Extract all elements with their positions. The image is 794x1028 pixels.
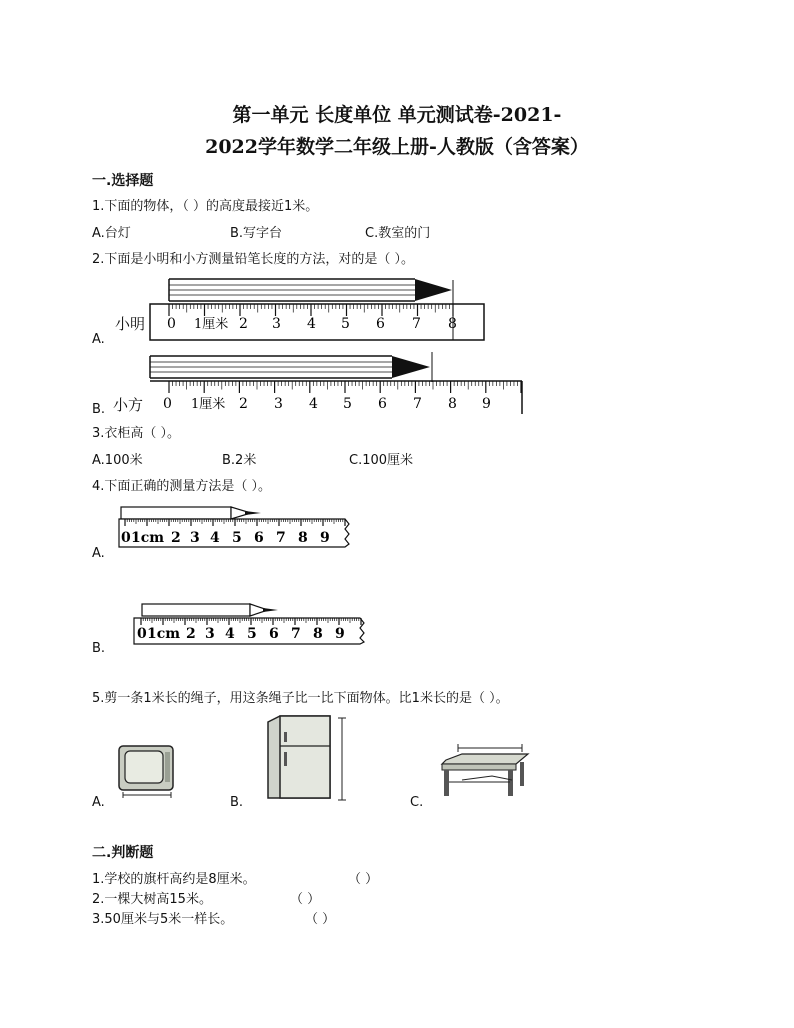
ruler-a-label-1: 1厘米 xyxy=(194,317,229,332)
ruler-a-label-6: 6 xyxy=(376,316,385,332)
q5-option-a: A. xyxy=(92,795,105,810)
ruler-4a-label-4: 4 xyxy=(210,530,220,546)
title-line-1: 第一单元 长度单位 单元测试卷-2021- xyxy=(232,104,562,126)
question-3-text: 3.衣柜高（ ）。 xyxy=(92,426,181,441)
q1-option-c: C.教室的门 xyxy=(365,226,431,241)
ruler-4a-label-0: 0 xyxy=(121,530,131,546)
person-name-xiaoming: 小明 xyxy=(115,315,146,333)
ruler-a-label-7: 7 xyxy=(412,316,421,332)
judge-item-3-text: 3.50厘米与5米一样长。 xyxy=(92,912,234,927)
q2-figure-b xyxy=(92,350,532,420)
q4-figure-b xyxy=(130,600,370,648)
section-heading-judge: 二.判断题 xyxy=(92,845,154,861)
ruler-4b-label-5: 5 xyxy=(247,626,257,642)
ruler-4a-label-1: 1cm xyxy=(131,530,165,546)
q2-option-b-label: B. xyxy=(92,402,106,417)
judge-item-3-blank: （ ） xyxy=(305,912,336,927)
ruler-4b-label-3: 3 xyxy=(205,626,215,642)
fridge-picture xyxy=(262,712,352,804)
judge-item-1-blank: （ ） xyxy=(348,872,379,887)
q1-option-b: B.写字台 xyxy=(230,226,283,241)
section-heading-choice: 一.选择题 xyxy=(92,173,154,189)
ruler-4b-label-0: 0 xyxy=(137,626,147,642)
ruler-4a-label-9: 9 xyxy=(320,530,330,546)
ruler-a-label-8: 8 xyxy=(448,316,457,332)
ruler-4a-label-5: 5 xyxy=(232,530,242,546)
q1-option-a: A.台灯 xyxy=(92,226,131,241)
judge-item-2-text: 2.一棵大树高15米。 xyxy=(92,892,212,907)
ruler-4a-label-7: 7 xyxy=(276,530,286,546)
pencil-4a xyxy=(121,507,261,519)
question-1-text: 1.下面的物体，（ ）的高度最接近1米。 xyxy=(92,199,319,214)
ruler-4b-label-1: 1cm xyxy=(147,626,181,642)
ruler-4b-label-2: 2 xyxy=(186,626,196,642)
q3-option-b: B.2米 xyxy=(222,453,257,468)
question-5-text: 5.剪一条1米长的绳子，用这条绳子比一比下面物体。比1米长的是（ ）。 xyxy=(92,691,509,706)
tv-picture xyxy=(115,740,177,802)
pencil-a xyxy=(169,279,452,301)
q4-option-a-label: A. xyxy=(92,546,105,561)
ruler-a-label-2: 2 xyxy=(239,316,248,332)
judge-item-1-text: 1.学校的旗杆高约是8厘米。 xyxy=(92,872,256,887)
pencil-4b xyxy=(142,604,278,616)
title-line-2: 2022学年数学二年级上册-人教版（含答案） xyxy=(205,136,589,158)
q4-figure-a xyxy=(115,500,355,552)
ruler-a-label-0: 0 xyxy=(167,316,176,332)
ruler-4b-label-8: 8 xyxy=(313,626,323,642)
ruler-b-label-5: 5 xyxy=(343,396,352,412)
question-2-text: 2.下面是小明和小方测量铅笔长度的方法，对的是（ ）。 xyxy=(92,252,415,267)
ruler-4a-label-6: 6 xyxy=(254,530,264,546)
pencil-b xyxy=(150,356,430,378)
ruler-4b-label-4: 4 xyxy=(225,626,235,642)
q2-option-a-label: A. xyxy=(92,332,105,347)
ruler-4b-label-6: 6 xyxy=(269,626,279,642)
ruler-b-label-4: 4 xyxy=(309,396,318,412)
ruler-b-label-7: 7 xyxy=(413,396,422,412)
ruler-b-label-1: 1厘米 xyxy=(191,397,226,412)
ruler-a-label-4: 4 xyxy=(307,316,316,332)
table-picture xyxy=(432,740,532,802)
q5-option-b: B. xyxy=(230,795,244,810)
ruler-4a-label-3: 3 xyxy=(190,530,200,546)
q3-option-c: C.100厘米 xyxy=(349,453,414,468)
judge-item-2-blank: （ ） xyxy=(290,892,321,907)
ruler-a-label-3: 3 xyxy=(272,316,281,332)
q2-figure-a xyxy=(92,270,492,350)
ruler-a-label-5: 5 xyxy=(341,316,350,332)
ruler-4a-label-8: 8 xyxy=(298,530,308,546)
person-name-xiaofang: 小方 xyxy=(113,396,144,414)
q5-option-c: C. xyxy=(410,795,424,810)
ruler-b-label-2: 2 xyxy=(239,396,248,412)
q4-option-b-label: B. xyxy=(92,641,106,656)
ruler-b-label-9: 9 xyxy=(482,396,491,412)
ruler-b-label-0: 0 xyxy=(163,396,172,412)
ruler-b-label-3: 3 xyxy=(274,396,283,412)
ruler-4b-label-7: 7 xyxy=(291,626,301,642)
ruler-b-label-6: 6 xyxy=(378,396,387,412)
ruler-4a-label-2: 2 xyxy=(171,530,181,546)
q3-option-a: A.100米 xyxy=(92,453,143,468)
ruler-b-label-8: 8 xyxy=(448,396,457,412)
question-4-text: 4.下面正确的测量方法是（ ）。 xyxy=(92,479,272,494)
ruler-4b-label-9: 9 xyxy=(335,626,345,642)
